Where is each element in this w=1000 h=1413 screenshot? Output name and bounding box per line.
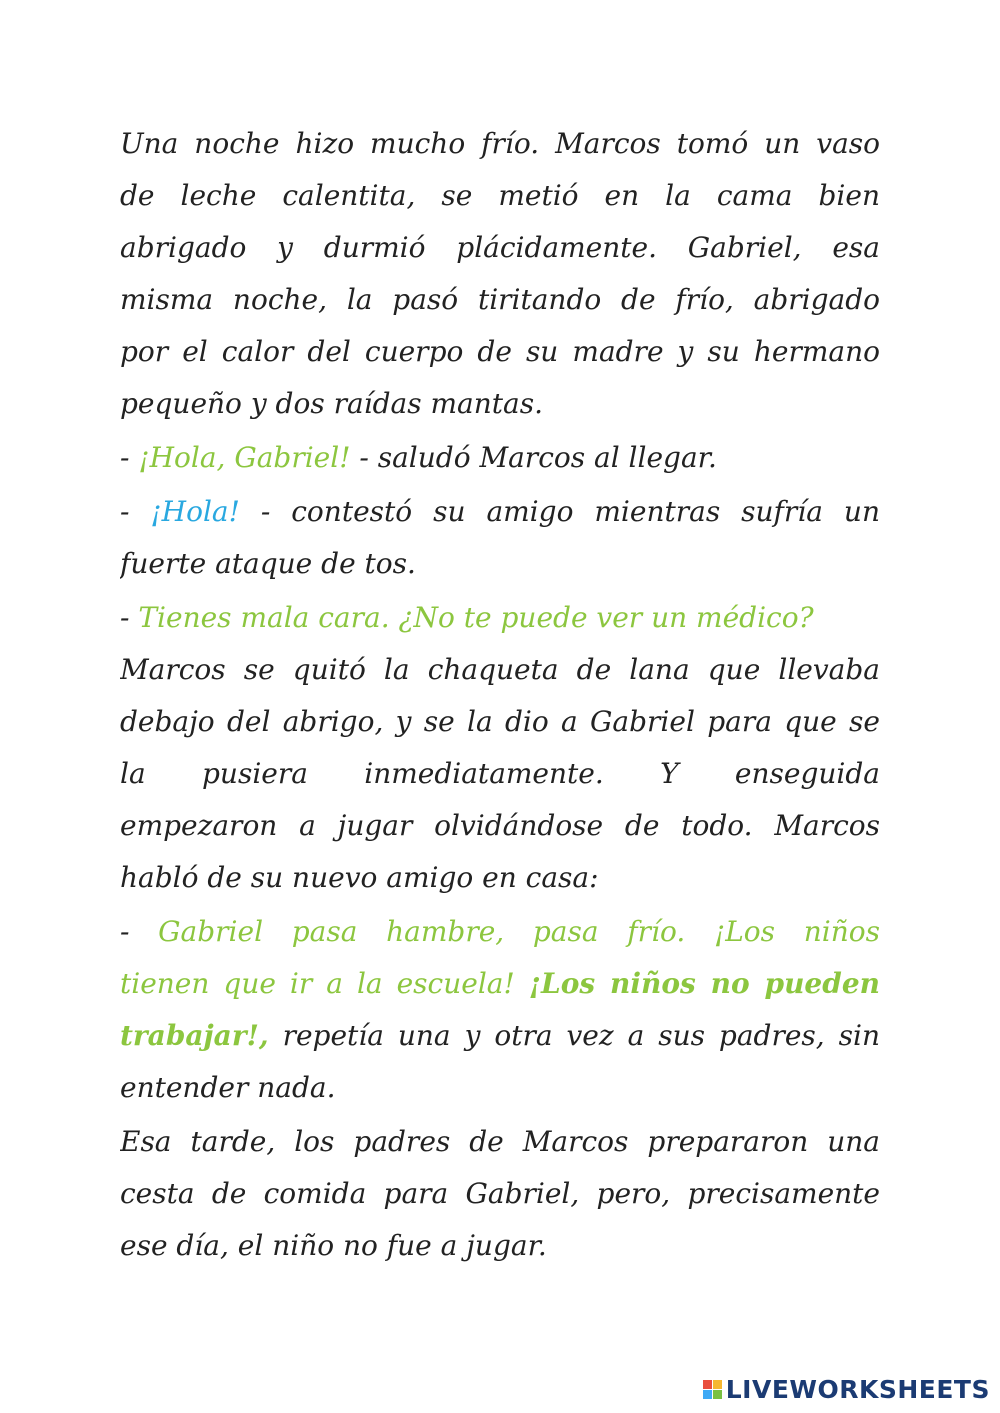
speech-gabriel-reply: ¡Hola! (150, 495, 240, 528)
liveworksheets-logo[interactable] (703, 1369, 990, 1409)
speech-marcos-school: tienen que ir a la escuela! (120, 967, 529, 1000)
story-line-20: Esa tarde, los padres de Marcos prepararon una (120, 1125, 880, 1158)
story-line-12: debajo del abrigo, y se la dio a Gabriel para que se (120, 705, 880, 738)
dialogue-dash: - (120, 601, 139, 634)
story-line-19: entender nada. (120, 1071, 336, 1104)
story-line-11: Marcos se quitó la chaqueta de lana que llevaba (120, 653, 880, 686)
logo-text: LIVEWORKSHEETS (725, 1374, 990, 1404)
liveworksheets-logo-icon (703, 1380, 722, 1399)
story-line-2: de leche calentita, se metió en la cama bien (120, 179, 880, 212)
dialogue-line-greeting (120, 432, 880, 484)
story-line-22: ese día, el niño no fue a jugar. (120, 1229, 547, 1262)
story-line-13: la pusiera inmediatamente. Y enseguida (120, 757, 880, 790)
dialogue-dash: - (120, 915, 159, 948)
dialogue-dash: - (120, 495, 151, 528)
speech-marcos-doctor: Tienes mala cara. ¿No te puede ver un médico? (138, 601, 814, 634)
story-line-6: pequeño y dos raídas mantas. (120, 387, 543, 420)
dialogue-line-doctor (120, 592, 880, 644)
speech-marcos-hunger: Gabriel pasa hambre, pasa frío. ¡Los niños (158, 915, 880, 948)
dialogue-line-reply (120, 486, 880, 538)
story-line-1: Una noche hizo mucho frío. Marcos tomó un vaso (120, 127, 880, 160)
dialogue-dash: - (120, 441, 139, 474)
story-line-9: fuerte ataque de tos. (120, 547, 416, 580)
story-line-21: cesta de comida para Gabriel, pero, precisamente (120, 1177, 880, 1210)
speech-marcos-greeting: ¡Hola, Gabriel! (138, 441, 351, 474)
speech-marcos-work-bold-end: trabajar!, (120, 1019, 269, 1052)
story-line-3: abrigado y durmió plácidamente. Gabriel, esa (120, 231, 880, 264)
story-line-14: empezaron a jugar olvidándose de todo. Marcos (120, 809, 880, 842)
story-line-4: misma noche, la pasó tiritando de frío, abrigado (120, 283, 880, 316)
dialogue-line-school (120, 958, 880, 1010)
dialogue-narration: - contestó su amigo mientras sufría un (239, 495, 880, 528)
story-line-15: habló de su nuevo amigo en casa: (120, 861, 599, 894)
story-line-5: por el calor del cuerpo de su madre y su hermano (120, 335, 880, 368)
dialogue-line-repeat (120, 1010, 880, 1062)
speech-marcos-work-bold: ¡Los niños no pueden (528, 967, 880, 1000)
dialogue-line-hunger (120, 906, 880, 958)
dialogue-narration: repetía una y otra vez a sus padres, sin (268, 1019, 880, 1052)
dialogue-narration: - saludó Marcos al llegar. (350, 441, 717, 474)
